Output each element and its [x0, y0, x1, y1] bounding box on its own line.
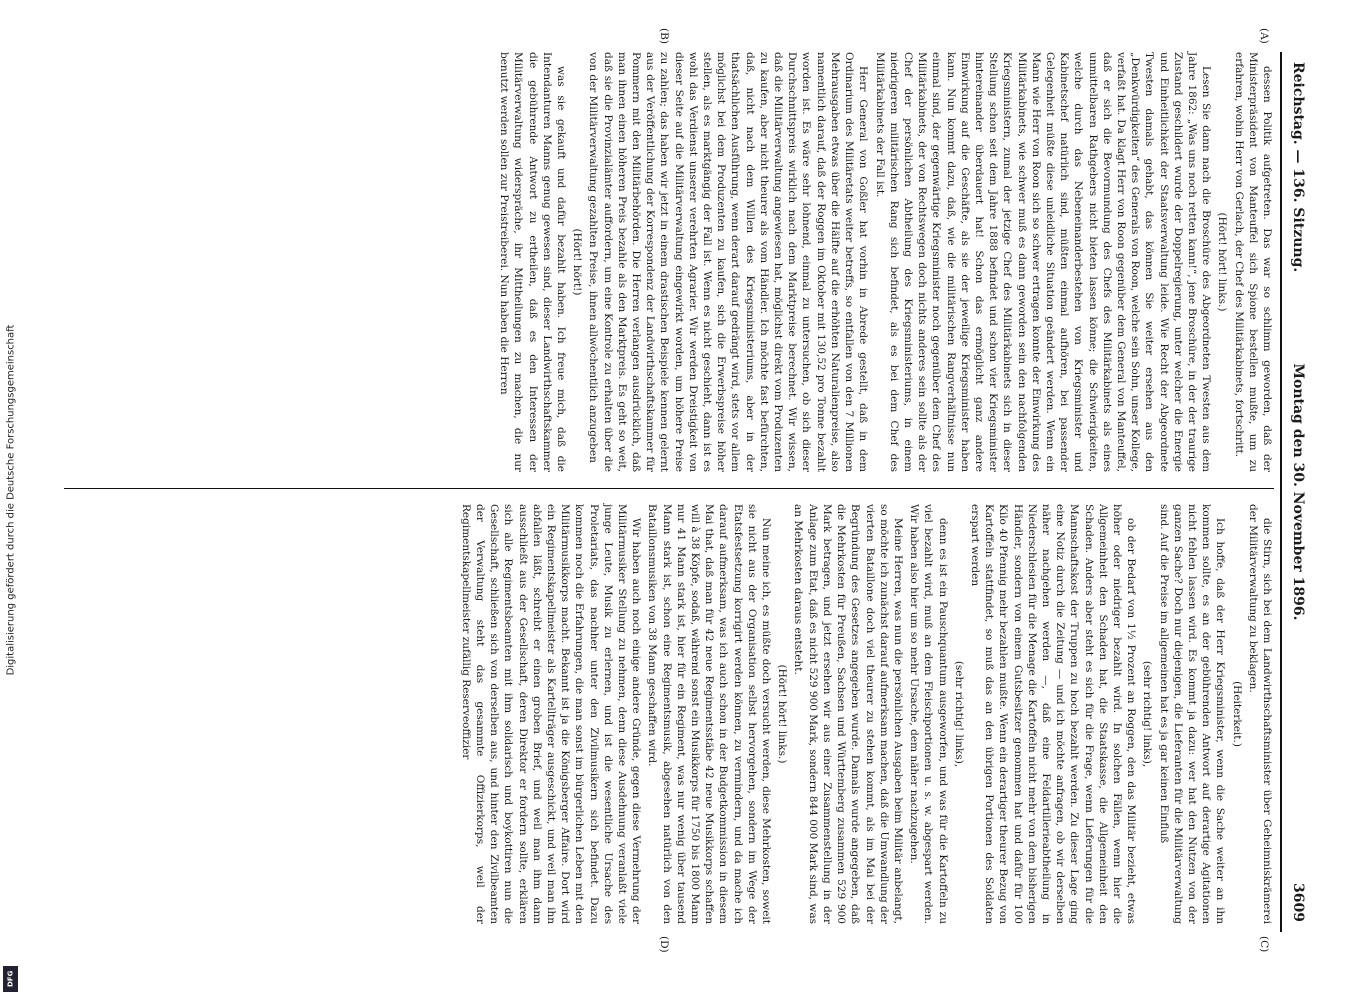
paragraph: Nun meine ich, es müßte doch versucht werden, diese Mehrkosten, soweit sie nicht aus der Organisation selbst hervorgehen, sondern im Wege der Etatsfestsetzung korrigirt werden können, zu vermindern, und da mache ich darauf aufmerksam, was ich auch schon in der Budgetkommission in diesem Mai that, daß man für 42 neue Regimentsstäbe 42 neue Musikkorps schaffen will à 38 Köpfe, sodaß, während sonst ein Musikkorps für 1750 bis 1800 Mann nur 41 Mann stark ist, hier für ein Regiment, was nur wenig über tausend Mann stark ist, schon eine Regimentsmusik, abgesehen natürlich von den Bataillonsmusiken von 38 Mann geschaffen wird.: [646, 504, 773, 924]
paragraph: Meine Herren, was nun die persönlichen Ausgaben beim Militär anbelangt, so möchte ich zunächst darauf aufmerksam machen, daß die Umwandlung der vierten Bataillone doch viel theurer zu stehen kommt, als im Mai bei der Begründung des Gesetzes angegeben wurde. Damals wurde angegeben, daß die Mehrkosten für Preußen, Sachsen und Württemberg zusammen 529 900 Mark betragen, und jetzt ersehen wir aus einer Zusammenstellung in der Anlage zum Etat, daß es nicht 529 900 Mark, sondern 844 000 Mark sind, was an Mehrkosten daraus entsteht.: [792, 504, 904, 924]
header-left: Reichstag. — 136. Sitzung.: [1290, 62, 1306, 273]
paragraph: ob der Bedarf von 1½ Prozent an Roggen, den das Militär bezieht, etwas höher oder niedriger bezahlt wird. In solchen Fällen, wenn hier die Allgemeinheit den Schaden hat, die Staatskasse, die Allgemeinheit den Schaden. Anders aber steht es sich für die Frage, wenn Lieferungen für die Mannschaftskost der Truppen zu hoch bezahlt werden. Zu dieser Lage ging eine Notiz durch die Zeitung — und ich möchte anfragen, ob wir derselben näher nachgehen werden —, daß eine Feldartillerieabtheilung in Niederschlesien für die Menage die Kartoffeln nicht mehr von dem bisherigen Händler, sondern von einem Gutsbesitzer genommen hat und dafür für 100 Kilo 40 Pfennig mehr bezahlen mußte. Wenn ein derartiger theurer Bezug von Kartoffeln stattfindet, so muß das an den übrigen Portionen des Soldaten erspart werden: [968, 504, 1138, 924]
marker-a: (A): [1258, 28, 1270, 44]
paragraph: Lesen Sie dann nach die Broschüre des Abgeordneten Twesten aus dem Jahre 1862: „Was uns noch retten kann!“, jene Broschüre, in der der traurige Zustand geschildert wurde der Doppelregierung, unter welcher die Energie und Einheitlichkeit der Staatsverwaltung leide. Wie Recht der Abgeordnete Twesten damals gehabt, das können Sie weiter ersehen aus den „Denkwürdigkeiten“ des Generals von Roon, welche sein Sohn, unser Kollege, verfaßt hat. Da klagt Herr von Roon gegenüber dem General von Manteuffel, daß er sich die Bevormundung des Chefs des Militärkabinets als eines unmittelbaren Rathgebers nicht bieten lassen könne; die Schwierigkeiten, welche durch das Nebeneinanderbestehen von Kriegsminister und Kabinetschef natürlich sind, müßten einmal aufhören, bei passender Gelegenheit müßte diese unleidliche Situation geändert werden. Wenn ein Mann wie Herr von Roon sich so schwer ertragen konnte der Einwirkung des Militärkabinets, wie schwer muß es dann geworden sein den nachfolgenden Kriegsministern, zumal der jetzige Chef des Militärkabinets sich in dieser Stellung schon seit dem Jahre 1888 befindet und schon vier Kriegsminister hintereinander überdauert hat! Schon das ermöglicht ganz andere Einwirkung auf die Geschäfte, als sie der jeweilige Kriegsminister haben kann. Nun kommt dazu, daß, wie die militärischen Rangverhältnisse nun einmal sind, der gegenwärtige Kriegsminister noch gegenüber dem Chef des Militärkabinets, der von Rechtswegen doch nichts anderes sein sollte als der Chef der persönlichen Abtheilung des Kriegsministeriums, in einem niedrigeren militärischen Rang sich befindet, als es bei dem Chef des Militärkabinets der Fall ist.: [873, 52, 1213, 472]
left-column: [64, 52, 1274, 472]
header-rule: [1280, 52, 1282, 932]
paragraph: (Hört! hört! links.): [776, 664, 789, 764]
digitization-credit: Digitalisierung gefördert durch die Deutsche Forschungsgemeinschaft: [5, 324, 17, 676]
header-page-number: 3609: [1290, 883, 1306, 922]
paragraph: Ich hoffe, daß der Herr Kriegsminister, wenn die Sache weiter an ihn kommen sollte, es an der gebührenden Antwort auf derartige Agitationen nicht fehlen lassen wird. Es kommt ja dazu: wer hat den Nutzen von der ganzen Sache? Doch nur diejenigen, die Lieferanten für die Militärverwaltung sind. Auf die Preise im allgemeinen hat es ja gar keinen Einfluß: [1157, 504, 1227, 924]
header-center: Montag den 30. November 1896.: [1290, 363, 1306, 621]
right-column: [64, 504, 1274, 924]
paragraph: (sehr richtig! links),: [952, 660, 965, 768]
side-note: [0, 0, 22, 1000]
marker-d: (D): [658, 936, 670, 953]
marker-b: (B): [658, 28, 670, 44]
paragraph: was sie gekauft und dafür bezahlt haben. Ich freue mich, daß die Intendanturen Manns genug gewesen sind, dieser Landwirthschaftskammer die gebührende Antwort zu ertheilen, daß es den Interessen der Militärverwaltung widerspräche, ihr Mittheilungen zu machen, die nur benutzt werden sollen zur Preistreiberei. Nun haben die Herren: [498, 52, 568, 472]
paragraph: (Hört! hört!): [571, 228, 584, 296]
paragraph: (Hört! hört! links.): [1216, 212, 1229, 312]
paragraph: Wir haben auch noch einige andere Gründe, gegen diese Vermehrung der Militärmusiker Stellung zu nehmen, denn diese Ausdehnung veranlaßt viele junge Leute, Musik zu erlernen, und ist die wesentliche Ursache des Proletariats, das nachher unter den Zivilmusikern sich befindet. Dazu kommen noch die Erfahrungen, die man sonst im bürgerlichen Leben mit den Militärmusikkorps macht. Bekannt ist ja die Königsberger Affaire. Dort wird ein Regimentskapellmeister als Kartellträger ausgeschickt, und weil man ihn abfallen läßt, schreibt er einen groben Brief, und weil man ihm dann ausschließt aus der Gesellschaft, deren Direktor er fordern sollte, erklären sich alle Regimentsbeamten mit ihm solidarisch und boykottiren nun die Gesellschaft, schließen sich von derselben aus, und hinter den Zivilbeamten der Verwaltung steht das gesammte Offizierkorps, weil der Regimentskapellmeister zufällig Reserveoffizier: [459, 504, 643, 924]
paragraph: (sehr richtig! links),: [1141, 660, 1154, 768]
dfg-logo: DFG: [3, 966, 18, 992]
paragraph: denn es ist ein Pauschquantum ausgeworfen, und was für die Kartoffeln zu viel bezahlt wird, muß an dem Fleischportionen u. s. w. abgespart werden. Wir haben also hier um so mehr Ursache, dem näher nachzugehen.: [908, 504, 949, 924]
marker-c: (C): [1258, 936, 1270, 953]
column-divider: [64, 488, 1274, 489]
paragraph: (Heiterkeit.): [1230, 681, 1243, 747]
page-header: [1282, 52, 1310, 932]
paragraph: dessen Politik aufgetreten. Das war so schlimm geworden, daß der Ministerpräsident von Manteuffel sich Spione bestellen mußte, um zu erfahren, wohin Herr von Gerlach, der Chef des Militärkabinets, fortschritt.: [1232, 52, 1273, 472]
paragraph: Herr General von Goßler hat vorhin in Abrede gestellt, daß in dem Ordinarium des Militäretats weiter betreffs, so entfallen von den 7 Millionen Mehrausgaben etwas über die Hälfte auf die erhöhten Naturalienpreise, also namentlich darauf, daß der Roggen im Oktober mit 130,52 pro Tonne bezahlt worden ist. Es wäre sehr lohnend, einmal zu untersuchen, ob sich dieser Durchschnittspreis wirklich nach dem Marktpreise berechnet. Wir wissen, daß die Militärverwaltung angewiesen hat, möglichst direkt vom Produzenten zu kaufen, aber nicht theurer als vom Händler. Ich möchte fast befürchten, daß, nicht nach dem Willen des Kriegsministeriums, aber in der thatsächlichen Ausführung, wenn derart darauf gedrängt wird, stets vor allem möglichst bei dem Produzenten zu kaufen, sich die Erwerbspreise höher stellen, als es marktgängig der Fall ist. Wenn es nicht geschieht, dann ist es wohl das Verdienst unserer verehrten Agrarier. Wir werden Dreistigkeit von dieser Seite auf die Militärverwaltung eingewirkt worden, um höhere Preise zu zahlen; das haben wir jetzt in einem drastischen Beispiele kennen gelernt aus der Veröffentlichung der Korrespondenz der Landwirthschaftskammer für Pommern mit den Militärbehörden. Die Herren verlangen ausdrücklich, daß man ihnen einen höheren Preis bezahle als den Marktpreis. Es geht so weit, daß sie die Provinzialämter auffordern, um eine Kontrole zu erhalten über die von der Militärverwaltung gezahlten Preise, ihnen allwöchentlich anzugeben: [587, 52, 870, 472]
rotated-page: [50, 28, 1310, 953]
paragraph: die Stirn, sich bei dem Landwirthschaftsminister über Geheimniskrämerei der Militärverwaltung zu beklagen.: [1246, 504, 1273, 924]
